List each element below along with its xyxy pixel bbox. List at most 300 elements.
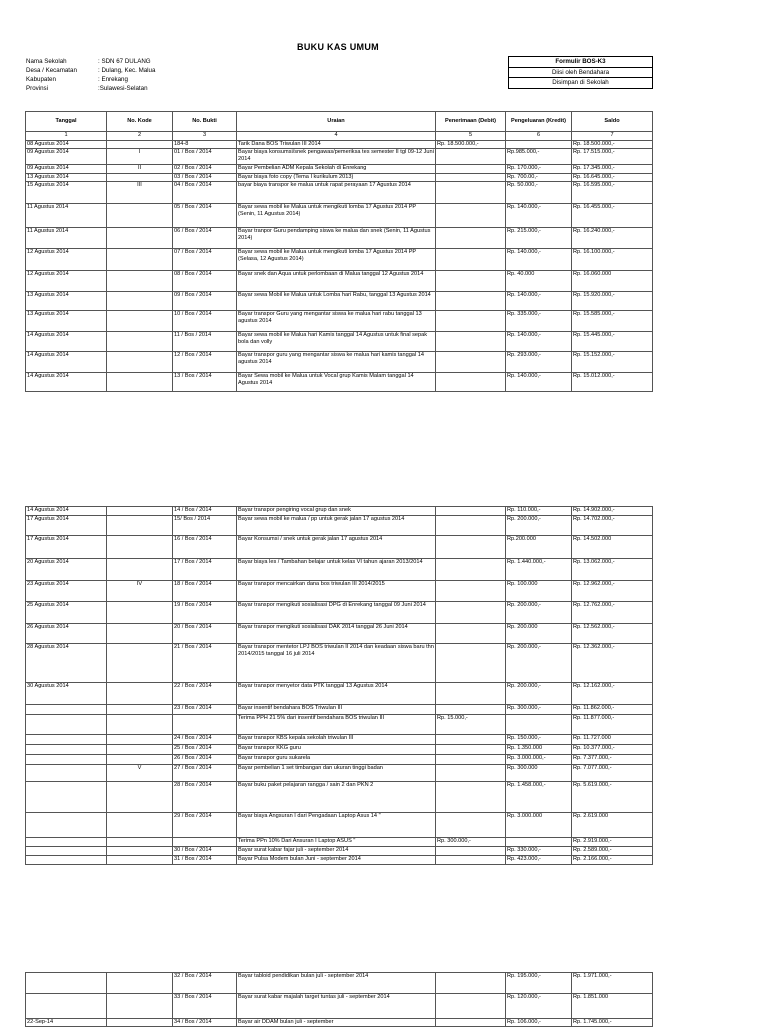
cell-pengeluaran: Rp.200.000 [506, 536, 572, 559]
cell-no-kode [107, 536, 173, 559]
cell-pengeluaran: Rp. 200.000,- [506, 644, 572, 683]
cell-saldo: Rp. 12.762.000,- [572, 602, 653, 624]
form-stored-at: Disimpan di Sekolah [552, 79, 609, 86]
cell-penerimaan [436, 149, 506, 165]
cell-uraian: Bayar Konsumsi / snek untuk gerak jalan 17 agustus 2014 [237, 536, 436, 559]
cell-penerimaan: Rp. 15.000,- [436, 715, 506, 735]
cell-tanggal [26, 847, 107, 856]
table-row [26, 141, 653, 149]
cell-saldo: Rp. 13.062.000,- [572, 559, 653, 581]
school-info-row [26, 66, 155, 75]
cell-uraian: Bayar biaya foto copy (Tema I kurikulum 2013) [237, 174, 436, 182]
cell-uraian: Bayar transpor pengiring vocal grup dan snek [237, 507, 436, 516]
cell-saldo: Rp. 2.619.000 [572, 813, 653, 838]
cell-uraian: Bayar transpor mencairkan dana bos triwulan III 2014/2015 [237, 581, 436, 602]
cell-no-bukti: 15/ Bos / 2014 [173, 516, 237, 536]
cell-no-kode [107, 745, 173, 755]
cell-penerimaan [436, 249, 506, 271]
cell-tanggal: 14 Agustus 2014 [26, 507, 107, 516]
cell-no-kode [107, 271, 173, 292]
school-info-value: : Enrekang [98, 76, 128, 83]
cell-no-bukti: 07 / Bos / 2014 [173, 249, 237, 271]
table-row [26, 624, 653, 644]
cell-pengeluaran: Rp. 330.000,- [506, 847, 572, 856]
cell-saldo: Rp. 12.362.000,- [572, 644, 653, 683]
cell-saldo: Rp. 12.162.000,- [572, 683, 653, 705]
table-row [26, 174, 653, 182]
cell-penerimaan [436, 1019, 506, 1027]
cell-tanggal: 26 Agustus 2014 [26, 624, 107, 644]
cell-tanggal: 09 Agustus 2014 [26, 165, 107, 174]
table-row [26, 994, 653, 1019]
header-no-bukti: No. Bukti [173, 112, 237, 132]
cell-no-bukti: 20 / Bos / 2014 [173, 624, 237, 644]
cell-no-kode [107, 683, 173, 705]
column-number-row [26, 132, 653, 141]
cell-no-bukti [173, 715, 237, 735]
cell-penerimaan [436, 228, 506, 249]
cell-penerimaan [436, 856, 506, 865]
cell-penerimaan [436, 182, 506, 204]
cell-uraian: Bayar sewa mobil ke Malua untuk mengikuti lomba 17 Agustus 2014 PP (Senin, 11 Agustus 2014) [237, 204, 436, 228]
cell-saldo: Rp. 16.240.000,- [572, 228, 653, 249]
cell-no-kode: V [107, 765, 173, 782]
cell-saldo: Rp. 1.971.000,- [572, 973, 653, 994]
table-row [26, 149, 653, 165]
cell-penerimaan: Rp. 18.500.000,- [436, 141, 506, 149]
cell-tanggal [26, 735, 107, 745]
cell-tanggal: 14 Agustus 2014 [26, 352, 107, 373]
ledger-table-2 [25, 506, 653, 865]
cell-tanggal: 14 Agustus 2014 [26, 373, 107, 392]
table-row [26, 249, 653, 271]
table-row [26, 838, 653, 847]
col-number: 1 [26, 132, 107, 141]
table-row [26, 847, 653, 856]
cell-no-bukti: 12 / Bos / 2014 [173, 352, 237, 373]
cell-pengeluaran: Rp. 300.000,- [506, 705, 572, 715]
table-row [26, 228, 653, 249]
cell-penerimaan [436, 292, 506, 311]
cell-no-bukti: 13 / Bos / 2014 [173, 373, 237, 392]
school-info-value: : Dulang, Kec. Malua [98, 67, 156, 74]
cell-pengeluaran: Rp. 140.000,- [506, 373, 572, 392]
cell-uraian: Bayar tranpor Guru pendamping siswa ke malua dan snek (Senin, 11 Agustus 2014) [237, 228, 436, 249]
cell-no-bukti: 09 / Bos / 2014 [173, 292, 237, 311]
cell-no-kode [107, 856, 173, 865]
cell-pengeluaran: Rp. 100.000 [506, 581, 572, 602]
cell-saldo: Rp. 16.100.000,- [572, 249, 653, 271]
cell-uraian: Bayar surat kabar fajar juli - september 2014 [237, 847, 436, 856]
cell-pengeluaran: Rp. 200.000 [506, 624, 572, 644]
cell-no-kode: I [107, 149, 173, 165]
table-row [26, 1019, 653, 1027]
cell-no-kode [107, 705, 173, 715]
cell-tanggal: 28 Agustus 2014 [26, 644, 107, 683]
table-row [26, 559, 653, 581]
cell-no-bukti: 11 / Bos / 2014 [173, 332, 237, 352]
school-info-value: : SDN 67 DULANG [98, 58, 151, 65]
cell-penerimaan [436, 745, 506, 755]
cell-pengeluaran: Rp. 140.000,- [506, 249, 572, 271]
cell-penerimaan [436, 271, 506, 292]
cell-penerimaan [436, 174, 506, 182]
cell-uraian: Bayar sewa Mobil ke Malua untuk Lomba hari Rabu, tanggal 13 Agustus 2014 [237, 292, 436, 311]
school-info-value: :Sulawesi-Selatan [98, 85, 148, 92]
cell-tanggal: 22-Sep-14 [26, 1019, 107, 1027]
cell-pengeluaran [506, 141, 572, 149]
col-number: 2 [107, 132, 173, 141]
cell-pengeluaran: Rp. 200.000,- [506, 683, 572, 705]
cell-saldo: Rp. 15.920.000,- [572, 292, 653, 311]
table-row [26, 292, 653, 311]
cell-tanggal: 13 Agustus 2014 [26, 311, 107, 332]
cell-no-kode [107, 838, 173, 847]
cell-saldo: Rp. 14.702.000,- [572, 516, 653, 536]
cell-uraian: Bayar transpor KKG guru [237, 745, 436, 755]
cell-uraian: Bayar air DDAM bulan juli - september [237, 1019, 436, 1027]
cell-saldo: Rp. 16.060.000 [572, 271, 653, 292]
cell-penerimaan [436, 847, 506, 856]
cell-tanggal: 08 Agustus 2014 [26, 141, 107, 149]
cell-penerimaan [436, 204, 506, 228]
cell-tanggal: 12 Agustus 2014 [26, 249, 107, 271]
col-number: 3 [173, 132, 237, 141]
cell-no-kode [107, 352, 173, 373]
cell-saldo: Rp. 2.919.000,- [572, 838, 653, 847]
cell-saldo: Rp. 17.515.000,- [572, 149, 653, 165]
cell-pengeluaran: Rp. 3.000.000 [506, 813, 572, 838]
col-number: 6 [506, 132, 572, 141]
cell-tanggal: 17 Agustus 2014 [26, 536, 107, 559]
cell-no-kode [107, 249, 173, 271]
cell-tanggal [26, 994, 107, 1019]
cell-saldo: Rp. 16.595.000,- [572, 182, 653, 204]
cell-penerimaan: Rp. 300.000,- [436, 838, 506, 847]
cell-uraian: Bayar transpor mengikuti sosialisasi DPG di Enrekang tanggal 09 Juni 2014 [237, 602, 436, 624]
cell-saldo: Rp. 2.589.000,- [572, 847, 653, 856]
table-row [26, 165, 653, 174]
cell-saldo: Rp. 2.166.000,- [572, 856, 653, 865]
cell-penerimaan [436, 352, 506, 373]
school-info-label: Desa / Kecamatan [26, 67, 77, 74]
cell-saldo: Rp. 1.851.000 [572, 994, 653, 1019]
cell-uraian: Terima PPn 10% Dari Ansuran I Laptop ASUS " [237, 838, 436, 847]
cell-no-bukti: 24 / Bos / 2014 [173, 735, 237, 745]
table-row [26, 204, 653, 228]
cell-pengeluaran: Rp. 1.440.000,- [506, 559, 572, 581]
school-info-row [26, 57, 155, 66]
cell-uraian: Bayar sewa mobil ke Malua hari Kamis tanggal 14 Agustus untuk final sepak bola dan volly [237, 332, 436, 352]
cell-no-bukti: 18 / Bos / 2014 [173, 581, 237, 602]
table-row [26, 735, 653, 745]
cell-saldo: Rp. 16.455.000,- [572, 204, 653, 228]
cell-no-bukti: 05 / Bos / 2014 [173, 204, 237, 228]
cell-tanggal [26, 705, 107, 715]
table-row [26, 271, 653, 292]
cell-tanggal: 20 Agustus 2014 [26, 559, 107, 581]
cell-tanggal [26, 782, 107, 813]
table-row [26, 683, 653, 705]
cell-no-kode: III [107, 182, 173, 204]
cell-saldo: Rp. 11.877.000,- [572, 715, 653, 735]
cell-no-bukti: 17 / Bos / 2014 [173, 559, 237, 581]
cell-no-kode [107, 715, 173, 735]
cell-saldo: Rp. 17.345.000,- [572, 165, 653, 174]
cell-no-kode [107, 332, 173, 352]
table-row [26, 813, 653, 838]
cell-pengeluaran: Rp. 195.000,- [506, 973, 572, 994]
cell-tanggal: 11 Agustus 2014 [26, 204, 107, 228]
cell-saldo: Rp. 7.377.000,- [572, 755, 653, 765]
cell-pengeluaran: Rp. 50.000,- [506, 182, 572, 204]
cell-uraian: Bayar Sewa mobil ke Malua untuk Vocal grup Kamis Malam tanggal 14 Agustus 2014 [237, 373, 436, 392]
cell-penerimaan [436, 644, 506, 683]
cell-penerimaan [436, 813, 506, 838]
cell-no-kode [107, 624, 173, 644]
table-row [26, 373, 653, 392]
cell-no-bukti: 184-8 [173, 141, 237, 149]
cell-pengeluaran: Rp. 140.000,- [506, 204, 572, 228]
cell-no-kode [107, 228, 173, 249]
cell-pengeluaran: Rp. 110.000,- [506, 507, 572, 516]
cell-uraian: Bayar snek dan Aqua untuk perlombaan di Malua tanggal 12 Agustus 2014 [237, 271, 436, 292]
cell-pengeluaran: Rp. 1.458.000,- [506, 782, 572, 813]
cell-no-bukti: 29 / Bos / 2014 [173, 813, 237, 838]
cell-penerimaan [436, 683, 506, 705]
cell-penerimaan [436, 311, 506, 332]
cell-no-bukti: 31 / Bos / 2014 [173, 856, 237, 865]
cell-no-bukti: 06 / Bos / 2014 [173, 228, 237, 249]
cell-pengeluaran: Rp. 293.000,- [506, 352, 572, 373]
table-row [26, 705, 653, 715]
header-uraian: Uraian [237, 112, 436, 132]
form-code: Formulir BOS-K3 [509, 57, 652, 68]
cell-tanggal [26, 755, 107, 765]
header-row [26, 112, 653, 132]
table-row [26, 765, 653, 782]
cell-no-bukti: 22 / Bos / 2014 [173, 683, 237, 705]
cell-no-kode [107, 516, 173, 536]
cell-saldo: Rp. 16.645.000,- [572, 174, 653, 182]
cell-pengeluaran: Rp. 140.000,- [506, 332, 572, 352]
cell-no-kode [107, 311, 173, 332]
cell-saldo: Rp. 15.012.000,- [572, 373, 653, 392]
cell-no-bukti: 03 / Bos / 2014 [173, 174, 237, 182]
table-row [26, 973, 653, 994]
cell-pengeluaran: Rp. 120.000,- [506, 994, 572, 1019]
cell-uraian: Bayar transpor guru sukarela [237, 755, 436, 765]
cell-no-bukti: 27 / Bos / 2014 [173, 765, 237, 782]
cell-pengeluaran: Rp. 1.350.000 [506, 745, 572, 755]
cell-saldo: Rp. 15.445.000,- [572, 332, 653, 352]
cell-pengeluaran: Rp. 300.000 [506, 765, 572, 782]
cell-pengeluaran: Rp. 40.000 [506, 271, 572, 292]
cell-tanggal: 17 Agustus 2014 [26, 516, 107, 536]
table-row [26, 516, 653, 536]
cell-no-bukti: 01 / Bos / 2014 [173, 149, 237, 165]
school-info-label: Kabupaten [26, 76, 56, 83]
cell-penerimaan [436, 705, 506, 715]
cell-penerimaan [436, 602, 506, 624]
table-row [26, 581, 653, 602]
cell-saldo: Rp. 7.077.000,- [572, 765, 653, 782]
cell-uraian: Bayar transpor Guru yang mengantar siswa ke malua hari rabu tanggal 13 agustus 2014 [237, 311, 436, 332]
cell-pengeluaran: Rp. 3.000.000,- [506, 755, 572, 765]
cell-tanggal: 25 Agustus 2014 [26, 602, 107, 624]
cell-no-bukti [173, 838, 237, 847]
cell-no-kode [107, 559, 173, 581]
cell-tanggal [26, 813, 107, 838]
cell-uraian: Bayar transpor mentetor LPJ BOS triwulan II 2014 dan keadaan siswa baru thn 2014/2015 tanggal 16 juli 2014 [237, 644, 436, 683]
cell-pengeluaran [506, 715, 572, 735]
cell-penerimaan [436, 765, 506, 782]
cell-uraian: Bayar sewa mobil ke malua / pp untuk gerak jalan 17 agustus 2014 [237, 516, 436, 536]
cell-no-bukti: 33 / Bos / 2014 [173, 994, 237, 1019]
cell-uraian: Bayar pembelian 1 set timbangan dan ukuran tinggi badan [237, 765, 436, 782]
cell-tanggal: 11 Agustus 2014 [26, 228, 107, 249]
cell-penerimaan [436, 782, 506, 813]
cell-pengeluaran: Rp. 150.000,- [506, 735, 572, 745]
cell-uraian: Bayar transpor KBS kepala sekolah triwulan III [237, 735, 436, 745]
cell-saldo: Rp. 12.562.000,- [572, 624, 653, 644]
cell-saldo: Rp. 14.902.000,- [572, 507, 653, 516]
table-row [26, 755, 653, 765]
cell-saldo: Rp. 11.727.000 [572, 735, 653, 745]
cell-pengeluaran: Rp. 700.00,- [506, 174, 572, 182]
cell-tanggal: 13 Agustus 2014 [26, 292, 107, 311]
form-info-box [508, 56, 653, 89]
cell-tanggal: 30 Agustus 2014 [26, 683, 107, 705]
table-row [26, 507, 653, 516]
cell-uraian: Bayar insentif bendahara BOS Triwulan III [237, 705, 436, 715]
cell-no-bukti: 23 / Bos / 2014 [173, 705, 237, 715]
cell-no-kode [107, 141, 173, 149]
cell-no-bukti: 34 / Bos / 2014 [173, 1019, 237, 1027]
cell-saldo: Rp. 11.862.000,- [572, 705, 653, 715]
cell-uraian: Terima PPH 21 5% dari insentif bendahara BOS triwulan III [237, 715, 436, 735]
header-tanggal: Tanggal [26, 112, 107, 132]
cell-no-bukti: 26 / Bos / 2014 [173, 755, 237, 765]
school-info-row [26, 84, 155, 93]
col-number: 4 [237, 132, 436, 141]
cell-saldo: Rp. 14.502.000 [572, 536, 653, 559]
table-row [26, 311, 653, 332]
cell-no-kode [107, 973, 173, 994]
cell-no-bukti: 21 / Bos / 2014 [173, 644, 237, 683]
cell-no-bukti: 08 / Bos / 2014 [173, 271, 237, 292]
cell-pengeluaran: Rp. 200.000,- [506, 602, 572, 624]
cell-penerimaan [436, 516, 506, 536]
cell-penerimaan [436, 507, 506, 516]
cell-tanggal [26, 973, 107, 994]
cell-no-bukti: 02 / Bos / 2014 [173, 165, 237, 174]
cell-penerimaan [436, 994, 506, 1019]
cell-saldo: Rp. 15.152.000,- [572, 352, 653, 373]
cell-penerimaan [436, 755, 506, 765]
cell-tanggal: 23 Agustus 2014 [26, 581, 107, 602]
table-row [26, 602, 653, 624]
cell-tanggal: 09 Agustus 2014 [26, 149, 107, 165]
cell-tanggal: 12 Agustus 2014 [26, 271, 107, 292]
cell-pengeluaran: Rp.985.000,- [506, 149, 572, 165]
cell-saldo: Rp. 18.500.000,- [572, 141, 653, 149]
cell-no-kode [107, 373, 173, 392]
table-row [26, 182, 653, 204]
cell-saldo: Rp. 12.962.000,- [572, 581, 653, 602]
cell-uraian: Bayar surat kabar majalah target tuntas juli - september 2014 [237, 994, 436, 1019]
table-row [26, 782, 653, 813]
cell-uraian: Bayar biaya Angsuran I dari Pengadaan Laptop Asus 14 " [237, 813, 436, 838]
cell-no-kode [107, 602, 173, 624]
cell-uraian: Bayar biaya konsumsi/snek pengawas/pemeriksa tes semester II tgl 09-12 Juni 2014 [237, 149, 436, 165]
cell-uraian: Bayar sewa mobil ke Malua untuk mengikuti lomba 17 Agustus 2014 PP (Selasa, 12 Agustus 2014) [237, 249, 436, 271]
school-info-label: Provinsi [26, 85, 49, 92]
ledger-table-1 [25, 111, 653, 392]
cell-penerimaan [436, 332, 506, 352]
cell-no-kode [107, 292, 173, 311]
cell-pengeluaran: Rp. 140.000,- [506, 292, 572, 311]
table-row [26, 352, 653, 373]
cell-no-kode [107, 755, 173, 765]
cell-tanggal: 14 Agustus 2014 [26, 332, 107, 352]
cell-no-kode [107, 813, 173, 838]
cell-pengeluaran: Rp. 423.000,- [506, 856, 572, 865]
cell-penerimaan [436, 624, 506, 644]
cell-penerimaan [436, 559, 506, 581]
cell-uraian: bayar biaya transpor ke malua untuk rapat perayaan 17 Agustus 2014 [237, 182, 436, 204]
cell-no-kode [107, 847, 173, 856]
cell-no-kode [107, 1019, 173, 1027]
header-penerimaan: Penerimaan (Debit) [436, 112, 506, 132]
cell-penerimaan [436, 735, 506, 745]
cell-uraian: Bayar biaya les / Tambahan belajar untuk kelas VI tahun ajaran 2013/2014 [237, 559, 436, 581]
form-filled-by: Diisi oleh Bendahara [509, 68, 652, 79]
cell-penerimaan [436, 165, 506, 174]
header-no-kode: No. Kode [107, 112, 173, 132]
table-row [26, 332, 653, 352]
cell-penerimaan [436, 973, 506, 994]
header-saldo: Saldo [572, 112, 653, 132]
cell-pengeluaran: Rp. 215.000,- [506, 228, 572, 249]
document-title: BUKU KAS UMUM [297, 42, 379, 52]
cell-no-bukti: 32 / Bos / 2014 [173, 973, 237, 994]
cell-tanggal [26, 745, 107, 755]
cell-no-kode [107, 782, 173, 813]
cell-pengeluaran: Rp. 335.000,- [506, 311, 572, 332]
cell-tanggal: 13 Agustus 2014 [26, 174, 107, 182]
cell-pengeluaran: Rp. 170.000,- [506, 165, 572, 174]
ledger-table-3 [25, 972, 653, 1027]
cell-tanggal [26, 765, 107, 782]
cell-uraian: Bayar transpor mengikuti sosialisasi DAK 2014 tanggal 26 Juni 2014 [237, 624, 436, 644]
cell-saldo: Rp. 5.619.000,- [572, 782, 653, 813]
cell-no-kode [107, 507, 173, 516]
col-number: 5 [436, 132, 506, 141]
cell-pengeluaran [506, 838, 572, 847]
cell-no-kode: IV [107, 581, 173, 602]
cell-uraian: Tarik Dana BOS Triwulan III 2014 [237, 141, 436, 149]
col-number: 7 [572, 132, 653, 141]
table-row [26, 644, 653, 683]
cell-uraian: Bayar Pulsa Modem bulan Juni - september 2014 [237, 856, 436, 865]
cell-uraian: Bayar transpor menyetor data PTK tanggal 13 Agustus 2014 [237, 683, 436, 705]
cell-saldo: Rp. 10.377.000,- [572, 745, 653, 755]
cell-no-bukti: 04 / Bos / 2014 [173, 182, 237, 204]
cell-no-kode [107, 204, 173, 228]
cell-no-kode [107, 174, 173, 182]
cell-tanggal: 15 Agustus 2014 [26, 182, 107, 204]
